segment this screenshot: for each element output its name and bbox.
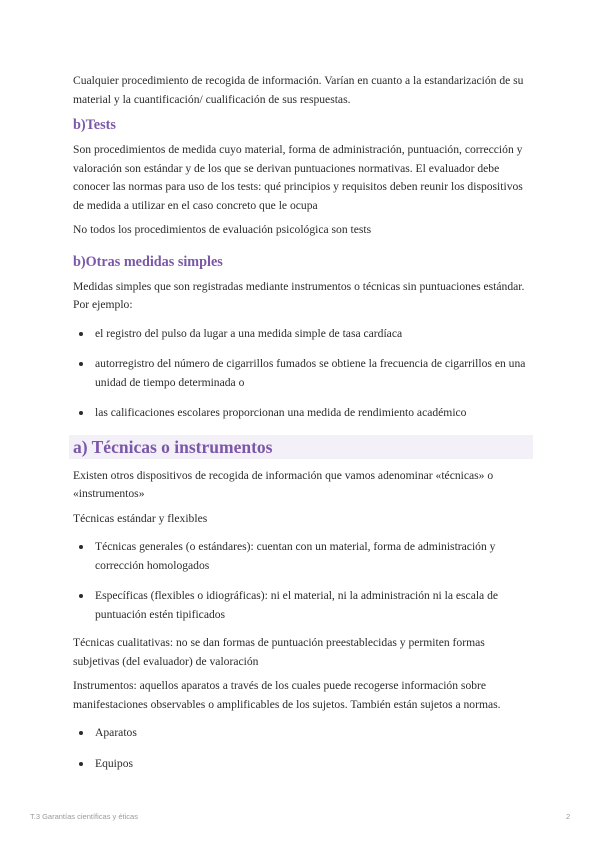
page-content: [73, 72, 529, 779]
bullet-icon: [79, 332, 83, 336]
tests-paragraph-1: Son procedimientos de medida cuyo material, forma de administración, puntuación, corrección y valoración son estándar y de los que se derivan puntuaciones normativas. El evaluador debe conocer las normas para uso de los tests: qué principios y requisitos deben reunir los dispositivos de medida a utilizar en el caso concreto que le ocupa: [73, 143, 523, 212]
list-item-text: Equipos: [95, 756, 134, 770]
tests-heading: b)Tests: [73, 117, 116, 133]
instrumentos-list: [73, 724, 529, 773]
list-item-text: autorregistro del número de cigarrillos fumados se obtiene la frecuencia de cigarrillos en una unidad de tiempo determinada o: [95, 357, 526, 389]
tecnicas-paragraph-3: Técnicas cualitativas: no se dan formas de puntuación preestablecidas y permiten formas subjetivas (del evaluador) de valoración: [73, 636, 485, 668]
otras-medidas-paragraph: Medidas simples que son registradas mediante instrumentos o técnicas sin puntuaciones estándar. Por ejemplo:: [73, 279, 525, 311]
list-item: [73, 355, 529, 392]
list-item: [73, 755, 529, 774]
bullet-icon: [79, 545, 83, 549]
tecnicas-list: [73, 538, 529, 624]
bullet-icon: [79, 594, 83, 598]
bullet-icon: [79, 411, 83, 415]
tecnicas-paragraph-2: Técnicas estándar y flexibles: [73, 511, 208, 525]
list-item-text: Técnicas generales (o estándares): cuentan con un material, forma de administración y corrección homologados: [95, 540, 496, 572]
footer-title: T.3 Garantías científicas y éticas: [30, 812, 138, 821]
tests-paragraph-2: No todos los procedimientos de evaluación psicológica son tests: [73, 223, 372, 236]
intro-paragraph: Cualquier procedimiento de recogida de información. Varían en cuanto a la estandarización de su material y la cuantificación/ cualificación de sus respuestas.: [73, 74, 524, 106]
list-item: [73, 404, 529, 423]
list-item-text: Específicas (flexibles o idiográficas): ni el material, ni la administración ni la escala de puntuación estén tipificados: [95, 589, 499, 621]
tecnicas-paragraph-1: Existen otros dispositivos de recogida de información que vamos adenominar «técnicas» o «instrumentos»: [73, 468, 494, 500]
list-item-text: las calificaciones escolares proporcionan una medida de rendimiento académico: [95, 406, 467, 419]
tecnicas-heading: a) Técnicas o instrumentos: [69, 435, 533, 459]
list-item: [73, 325, 529, 344]
bullet-icon: [79, 731, 83, 735]
list-item: [73, 724, 529, 743]
list-item: [73, 587, 529, 624]
list-item-text: el registro del pulso da lugar a una medida simple de tasa cardíaca: [95, 326, 403, 340]
otras-medidas-heading: b)Otras medidas simples: [73, 253, 223, 270]
otras-medidas-list: [73, 325, 529, 423]
tecnicas-paragraph-4: Instrumentos: aquellos aparatos a través de los cuales puede recogerse información sobre manifestaciones observables o amplificables de los sujetos. También están sujetos a normas.: [73, 679, 501, 711]
bullet-icon: [79, 362, 83, 366]
list-item: [73, 538, 529, 575]
bullet-icon: [79, 762, 83, 766]
page-number: 2: [566, 812, 571, 821]
list-item-text: Aparatos: [95, 726, 137, 739]
